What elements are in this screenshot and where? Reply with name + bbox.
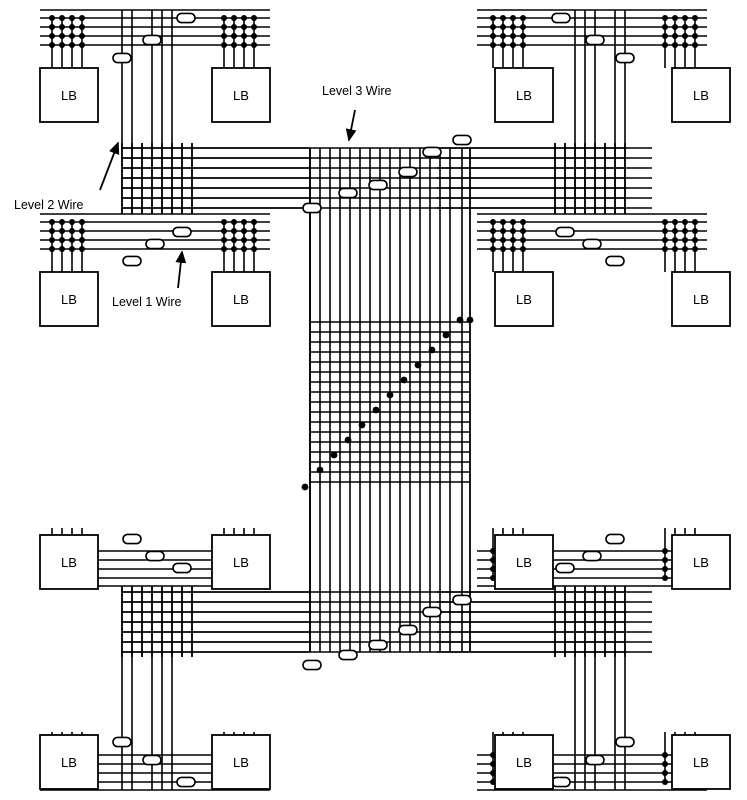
logic-block-label: LB (233, 555, 249, 570)
connection-dot (221, 246, 227, 252)
connection-dot (231, 219, 237, 225)
connection-dot (682, 219, 688, 225)
logic-block-label: LB (61, 755, 77, 770)
switch-box[interactable] (177, 13, 195, 22)
switch-shape[interactable] (123, 256, 141, 265)
switch-box[interactable] (339, 650, 357, 659)
switch-shape[interactable] (616, 53, 634, 62)
switch-shape[interactable] (552, 13, 570, 22)
switch-shape[interactable] (339, 650, 357, 659)
switch-box[interactable] (123, 534, 141, 543)
connection-dot (415, 362, 422, 369)
connection-dot (241, 237, 247, 243)
connection-dot (59, 228, 65, 234)
switch-box[interactable] (606, 256, 624, 265)
switch-box[interactable] (177, 777, 195, 786)
connection-dot (682, 228, 688, 234)
switch-box[interactable] (586, 755, 604, 764)
connection-dot (221, 33, 227, 39)
connection-dot (251, 15, 257, 21)
switch-box[interactable] (339, 188, 357, 197)
connection-dot (500, 15, 506, 21)
logic-block-label: LB (61, 292, 77, 307)
cluster-group (40, 10, 310, 272)
switch-box[interactable] (583, 239, 601, 248)
connection-dot (500, 237, 506, 243)
connection-dot (662, 219, 668, 225)
connection-dot (500, 42, 506, 48)
connection-dot (231, 42, 237, 48)
connection-dot (692, 42, 698, 48)
switch-shape[interactable] (113, 737, 131, 746)
connection-dot (69, 219, 75, 225)
switch-shape[interactable] (303, 203, 321, 212)
switch-shape[interactable] (369, 640, 387, 649)
connection-dot (49, 42, 55, 48)
switch-box[interactable] (146, 239, 164, 248)
switch-shape[interactable] (616, 737, 634, 746)
connection-dot (69, 15, 75, 21)
connection-dot (692, 246, 698, 252)
connection-dot (221, 42, 227, 48)
switch-shape[interactable] (339, 188, 357, 197)
connection-dot (241, 228, 247, 234)
switch-box[interactable] (113, 737, 131, 746)
connection-dot (500, 219, 506, 225)
annotation-level1-wire: Level 1 Wire (112, 295, 182, 309)
switch-shape[interactable] (146, 239, 164, 248)
connection-dot (387, 392, 394, 399)
switch-shape[interactable] (556, 227, 574, 236)
connection-dot (520, 42, 526, 48)
switch-shape[interactable] (453, 595, 471, 604)
connection-dot (69, 237, 75, 243)
connection-dot (662, 15, 668, 21)
connection-dot (682, 246, 688, 252)
annotation-level3-wire: Level 3 Wire (322, 84, 392, 98)
connection-dot (692, 24, 698, 30)
connection-dot (59, 219, 65, 225)
switch-box[interactable] (423, 147, 441, 156)
switch-box[interactable] (453, 135, 471, 144)
connection-dot (672, 24, 678, 30)
level3-bus (122, 135, 652, 669)
logic-block-label: LB (693, 292, 709, 307)
connection-dot (231, 24, 237, 30)
switch-box[interactable] (123, 256, 141, 265)
switch-shape[interactable] (606, 534, 624, 543)
connection-dot (692, 237, 698, 243)
switch-shape[interactable] (606, 256, 624, 265)
switch-shape[interactable] (583, 551, 601, 560)
connection-dot (500, 246, 506, 252)
connection-dot (520, 246, 526, 252)
connection-dot (672, 42, 678, 48)
logic-block (212, 535, 270, 589)
connection-dot (345, 437, 352, 444)
connection-dot (672, 228, 678, 234)
connection-dot (231, 237, 237, 243)
connection-dot (429, 347, 436, 354)
switch-box[interactable] (143, 755, 161, 764)
logic-block (672, 272, 730, 326)
logic-block (672, 68, 730, 122)
connection-dot (241, 42, 247, 48)
switch-shape[interactable] (123, 534, 141, 543)
logic-block (212, 68, 270, 122)
connection-dot (662, 246, 668, 252)
logic-block (40, 272, 98, 326)
logic-block (495, 735, 553, 789)
connection-dot (662, 761, 668, 767)
switch-box[interactable] (453, 595, 471, 604)
connection-dot (241, 15, 247, 21)
switch-shape[interactable] (143, 35, 161, 44)
logic-block-label: LB (516, 755, 532, 770)
connection-dot (69, 33, 75, 39)
switch-shape[interactable] (369, 180, 387, 189)
annotation-arrow-level1 (178, 252, 182, 288)
switch-shape[interactable] (453, 135, 471, 144)
switch-box[interactable] (173, 227, 191, 236)
connection-dot (490, 24, 496, 30)
switch-box[interactable] (552, 777, 570, 786)
logic-block-label: LB (516, 555, 532, 570)
connection-dot (692, 15, 698, 21)
cluster-top-left (40, 10, 310, 272)
connection-dot (682, 15, 688, 21)
connection-dot (251, 33, 257, 39)
connection-dot (221, 24, 227, 30)
connection-dot (79, 228, 85, 234)
connection-dot (662, 548, 668, 554)
connection-dot (490, 15, 496, 21)
switch-shape[interactable] (552, 777, 570, 786)
connection-dot (59, 33, 65, 39)
logic-block-label: LB (693, 88, 709, 103)
connection-dot (231, 33, 237, 39)
logic-block-label: LB (233, 292, 249, 307)
switch-box[interactable] (616, 53, 634, 62)
connection-dot (241, 246, 247, 252)
connection-dot (251, 42, 257, 48)
connection-dot (672, 33, 678, 39)
connection-dot (59, 246, 65, 252)
logic-block-label: LB (516, 292, 532, 307)
switch-box[interactable] (586, 35, 604, 44)
connection-dot (500, 24, 506, 30)
switch-box[interactable] (423, 607, 441, 616)
switch-box[interactable] (616, 737, 634, 746)
logic-block (40, 535, 98, 589)
connection-dot (221, 237, 227, 243)
annotation-arrow-level2 (100, 143, 118, 190)
connection-dot (231, 228, 237, 234)
switch-shape[interactable] (583, 239, 601, 248)
connection-dot (251, 228, 257, 234)
connection-dot (682, 42, 688, 48)
switch-shape[interactable] (173, 563, 191, 572)
switch-shape[interactable] (586, 755, 604, 764)
logic-block (40, 735, 98, 789)
connection-dot (69, 24, 75, 30)
connection-dot (69, 228, 75, 234)
switch-box[interactable] (369, 640, 387, 649)
logic-block-label: LB (693, 555, 709, 570)
connection-dot (662, 237, 668, 243)
connection-dot (317, 467, 324, 474)
connection-dot (662, 228, 668, 234)
logic-block (495, 535, 553, 589)
connection-dot (79, 246, 85, 252)
connection-dot (79, 24, 85, 30)
switch-box[interactable] (556, 227, 574, 236)
connection-dot (490, 42, 496, 48)
switch-box[interactable] (143, 35, 161, 44)
switch-box[interactable] (146, 551, 164, 560)
connection-dot (221, 15, 227, 21)
connection-dot (79, 15, 85, 21)
switch-shape[interactable] (399, 167, 417, 176)
switch-box[interactable] (552, 13, 570, 22)
connection-dot (79, 33, 85, 39)
connection-dot (510, 24, 516, 30)
connection-dot (79, 42, 85, 48)
connection-dot (662, 42, 668, 48)
connection-dot (672, 15, 678, 21)
connection-dot (302, 484, 309, 491)
connection-dot (59, 15, 65, 21)
connection-dot (49, 246, 55, 252)
logic-block (495, 68, 553, 122)
logic-block-label: LB (233, 88, 249, 103)
logic-block-label: LB (693, 755, 709, 770)
logic-blocks (40, 68, 730, 789)
switch-shape[interactable] (173, 227, 191, 236)
connection-dot (241, 219, 247, 225)
connection-dot (490, 237, 496, 243)
connection-dot (672, 246, 678, 252)
connection-dot (251, 237, 257, 243)
connection-dot (49, 24, 55, 30)
connection-dot (490, 246, 496, 252)
switch-shape[interactable] (423, 147, 441, 156)
logic-block (672, 535, 730, 589)
connection-dot (662, 557, 668, 563)
connection-dot (443, 332, 450, 339)
switch-shape[interactable] (177, 13, 195, 22)
logic-block-label: LB (61, 555, 77, 570)
switch-shape[interactable] (113, 53, 131, 62)
connection-dot (49, 33, 55, 39)
switch-shape[interactable] (146, 551, 164, 560)
connection-dot (682, 33, 688, 39)
connection-dot (359, 422, 366, 429)
switch-shape[interactable] (423, 607, 441, 616)
logic-block (672, 735, 730, 789)
connection-dot (49, 15, 55, 21)
connection-dot (500, 228, 506, 234)
connection-dot (510, 15, 516, 21)
connection-dot (231, 246, 237, 252)
connection-dot (662, 779, 668, 785)
connection-dot (231, 15, 237, 21)
logic-block-label: LB (61, 88, 77, 103)
connection-dot (520, 237, 526, 243)
connection-dot (662, 33, 668, 39)
connection-dot (510, 219, 516, 225)
cluster-group (437, 10, 707, 272)
connection-dot (520, 24, 526, 30)
connection-dot (692, 33, 698, 39)
connection-dot (241, 24, 247, 30)
connection-dot (500, 33, 506, 39)
connection-dot (59, 24, 65, 30)
logic-block (495, 272, 553, 326)
cluster-bottom-right (437, 528, 707, 790)
connection-dot (672, 237, 678, 243)
switch-shape[interactable] (586, 35, 604, 44)
switch-box[interactable] (583, 551, 601, 560)
connection-dot (692, 228, 698, 234)
connection-dot (510, 42, 516, 48)
connection-dot (662, 566, 668, 572)
logic-block (40, 68, 98, 122)
switch-shape[interactable] (556, 563, 574, 572)
switch-shape[interactable] (303, 660, 321, 669)
annotation-level2-wire: Level 2 Wire (14, 198, 84, 212)
connection-dot (692, 219, 698, 225)
switch-box[interactable] (303, 203, 321, 212)
connection-dot (241, 33, 247, 39)
connection-dot (490, 33, 496, 39)
connection-dot (510, 237, 516, 243)
connection-dot (251, 219, 257, 225)
connection-dot (49, 228, 55, 234)
connection-dot (79, 219, 85, 225)
switch-box[interactable] (556, 563, 574, 572)
annotation-arrow-level3 (349, 110, 355, 140)
connection-dot (457, 317, 464, 324)
connection-dot (662, 770, 668, 776)
connection-dot (467, 317, 474, 324)
connection-dot (510, 33, 516, 39)
cluster-group (437, 528, 707, 790)
connection-dot (49, 219, 55, 225)
logic-block (212, 735, 270, 789)
connection-dot (221, 219, 227, 225)
switch-shape[interactable] (177, 777, 195, 786)
connection-dot (221, 228, 227, 234)
connection-dot (373, 407, 380, 414)
switch-box[interactable] (173, 563, 191, 572)
connection-dot (69, 42, 75, 48)
connection-dot (662, 24, 668, 30)
connection-dot (682, 24, 688, 30)
connection-dot (672, 219, 678, 225)
switch-box[interactable] (113, 53, 131, 62)
connection-dot (510, 246, 516, 252)
connection-dot (662, 752, 668, 758)
connection-dot (69, 246, 75, 252)
connection-dot (662, 575, 668, 581)
switch-box[interactable] (369, 180, 387, 189)
switch-shape[interactable] (399, 625, 417, 634)
connection-dot (520, 219, 526, 225)
connection-dot (401, 377, 408, 384)
connection-dot (490, 219, 496, 225)
connection-dot (510, 228, 516, 234)
connection-dot (59, 237, 65, 243)
switch-shape[interactable] (143, 755, 161, 764)
logic-block (212, 272, 270, 326)
connection-dot (79, 237, 85, 243)
connection-dot (49, 237, 55, 243)
switch-box[interactable] (399, 625, 417, 634)
connection-dot (331, 452, 338, 459)
logic-block-label: LB (233, 755, 249, 770)
connection-dot (682, 237, 688, 243)
connection-dot (490, 228, 496, 234)
connection-dot (520, 33, 526, 39)
connection-dot (520, 228, 526, 234)
switch-box[interactable] (399, 167, 417, 176)
connection-dot (251, 246, 257, 252)
connection-dot (59, 42, 65, 48)
cluster-top-right (437, 10, 707, 272)
connection-dot (251, 24, 257, 30)
switch-box[interactable] (606, 534, 624, 543)
switch-box[interactable] (303, 660, 321, 669)
logic-block-label: LB (516, 88, 532, 103)
connection-dot (520, 15, 526, 21)
